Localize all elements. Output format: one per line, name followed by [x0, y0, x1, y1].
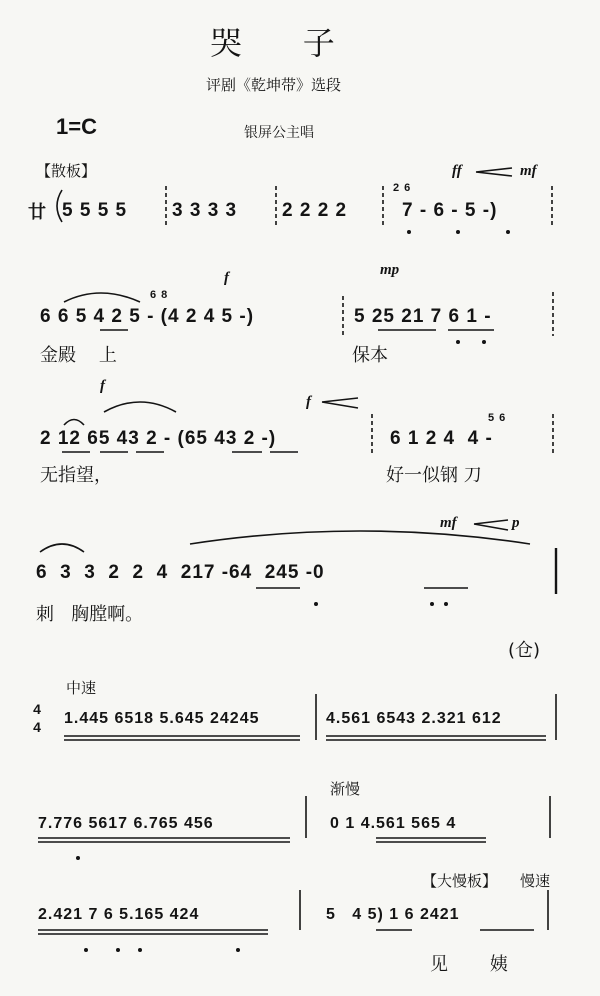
- slur: [104, 402, 176, 412]
- measure-5-1: 1.445 6518 5.645 24245: [64, 710, 260, 727]
- cang-percussion: (仓): [508, 640, 541, 661]
- measure-4-1: 6 3 3 2 2 4 217 -64 245 -0: [36, 562, 325, 583]
- piece-subtitle: 评剧《乾坤带》选段: [206, 76, 342, 94]
- grace-note-2: 6 8: [150, 289, 169, 301]
- octave-dot: [444, 602, 448, 606]
- measure-7-1: 2.421 7 6 5.165 424: [38, 906, 200, 923]
- hairpin: [474, 520, 508, 530]
- slur: [40, 544, 84, 552]
- octave-dot: [506, 230, 510, 234]
- measure-6-1: 7.776 5617 6.765 456: [38, 815, 214, 832]
- slur: [64, 420, 84, 426]
- dynamic-ff: ff: [452, 163, 462, 179]
- piece-title: 哭 子: [210, 24, 339, 62]
- octave-dot: [116, 948, 120, 952]
- dynamic-f-1: f: [224, 270, 229, 286]
- time-sig-bottom: 4: [33, 719, 41, 735]
- lyric-7: 见 姨: [430, 954, 526, 975]
- measure-2-1: 6 6 5 4 2 5 - (4 2 4 5 -): [40, 306, 255, 327]
- measure-5-2: 4.561 6543 2.321 612: [326, 710, 502, 727]
- octave-dot: [430, 602, 434, 606]
- measure-1-2: 3 3 3 3: [172, 200, 238, 221]
- measure-3-2: 6 1 2 4 4 -: [390, 428, 493, 449]
- grace-note-3: 5 6: [488, 412, 507, 424]
- slur: [64, 293, 140, 302]
- octave-dot: [456, 340, 460, 344]
- tempo-damanban: 【大慢板】: [422, 872, 498, 890]
- dynamic-mf: mf: [520, 163, 537, 179]
- rubato-sign: 廿: [28, 202, 47, 222]
- tempo-jianman: 渐慢: [330, 780, 361, 798]
- key-signature: 1=C: [56, 114, 97, 139]
- dynamic-p: p: [512, 515, 520, 531]
- tempo-zhongsu: 中速: [66, 679, 97, 697]
- octave-dot: [407, 230, 411, 234]
- singer-credit: 银屏公主唱: [244, 125, 314, 141]
- tempo-sanban: 【散板】: [36, 162, 97, 180]
- octave-dot: [456, 230, 460, 234]
- measure-3-1: 2 12 65 43 2 - (65 43 2 -): [40, 428, 277, 449]
- octave-dot: [84, 948, 88, 952]
- lyric-2a: 金殿 上: [40, 345, 117, 366]
- lyric-3b: 好一似钢 刀: [386, 465, 482, 486]
- octave-dot: [76, 856, 80, 860]
- measure-1-3: 2 2 2 2: [282, 200, 348, 221]
- lyric-2b: 保本: [352, 345, 388, 366]
- measure-2-2: 5 25 21 7 6 1 -: [354, 306, 492, 327]
- paren-open: [57, 190, 62, 222]
- lyric-4: 刺 胸膛啊。: [36, 604, 144, 625]
- measure-6-2: 0 1 4.561 565 4: [330, 815, 457, 832]
- measure-1-1: 5 5 5 5: [62, 200, 128, 221]
- grace-note-1: 2 6: [393, 182, 412, 194]
- dynamic-mp: mp: [380, 262, 400, 278]
- lyric-3a: 无指望，: [40, 465, 112, 486]
- measure-7-2: 5 4 5) 1 6 2421: [326, 906, 460, 923]
- octave-dot: [236, 948, 240, 952]
- hairpin: [322, 398, 358, 408]
- slur: [190, 531, 530, 544]
- dynamic-f-3: f: [306, 394, 311, 410]
- octave-dot: [138, 948, 142, 952]
- octave-dot: [482, 340, 486, 344]
- octave-dot: [314, 602, 318, 606]
- time-sig-top: 4: [33, 701, 41, 717]
- dynamic-f-2: f: [100, 378, 105, 394]
- dynamic-mf-2: mf: [440, 515, 457, 531]
- measure-1-4: 7 - 6 - 5 -): [402, 200, 498, 221]
- tempo-mansu: 慢速: [520, 872, 551, 890]
- hairpin: [476, 168, 512, 176]
